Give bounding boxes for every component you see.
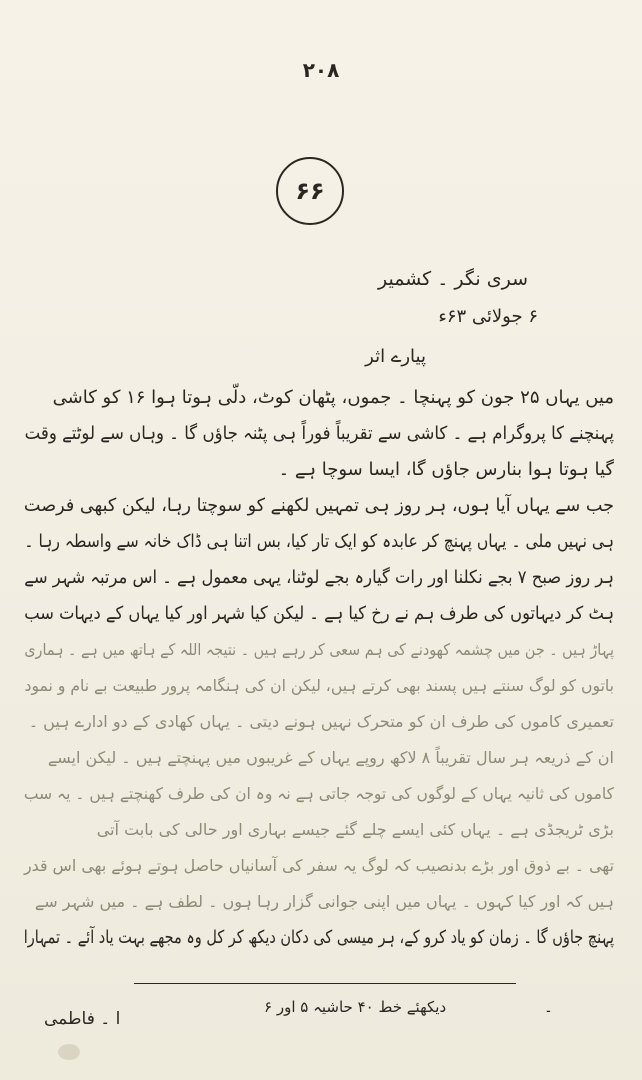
body-line: کاموں کی ثانیہ یہاں کے لوگوں کی توجہ جاتی ہے نہ وہ ان کی طرف کھنچتے ہیں ۔ یہ سب [23,784,615,803]
letter-body [24,380,614,956]
letter-date: ۶ جولائی ۶۳ء [438,306,538,327]
body-line: ہر روز صبح ۷ بجے نکلنا اور رات گیارہ بجے لوٹنا، یہی معمول ہے ۔ اس مرتبہ شہر سے [24,567,614,588]
signature: ا ۔ فاطمی [44,1009,121,1029]
body-line: پہنچ جاؤں گا ۔ زمان کو یاد کرو کے، ہر میسی کی دکان دیکھ کر کل وہ مجھے بہت یاد آئے ۔ تمہارا [23,927,614,948]
letter-number: ۶۶ [295,177,325,205]
body-line: گیا ہوتا ہوا بنارس جاؤں گا، ایسا سوچا ہے ۔ [278,459,614,480]
body-line: ہٹ کر دیہاتوں کی طرف ہم نے رخ کیا ہے ۔ لیکن کیا شہر اور کیا یہاں کے دیہات سب [24,603,615,624]
letter-number-circle [276,157,344,225]
letter-place: سری نگر ۔ کشمیر [378,268,528,290]
body-line: ان کے ذریعہ ہر سال تقریباً ۸ لاکھ روپے یہاں کے غریبوں میں پہنچتے ہیں ۔ لیکن ایسے [47,748,614,767]
letter-salutation: پیارے اثر [365,346,426,367]
footnote-mark: ۔ [544,998,553,1016]
body-line: پہاڑ ہیں ۔ جن میں چشمہ کھودنے کی ہم سعی کر رہے ہیں ۔ نتیجہ اللہ کے ہاتھ میں ہے ۔ ہماری [24,640,615,659]
body-line: تھی ۔ بے ذوق اور بڑے بدنصیب کہ لوگ یہ سفر کی آسانیاں حاصل ہوتے ہوئے بھی اس قدر [23,856,614,875]
body-line: تعمیری کاموں کی طرف ان کو متحرک نہیں ہونے دیتی ۔ یہاں کھادی کے دو ادارے ہیں ۔ [28,712,614,731]
body-line: میں یہاں ۲۵ جون کو پہنچا ۔ جموں، پٹھان کوٹ، دلّی ہوتا ہوا ۱۶ کو کاشی [52,387,614,408]
page-number: ۲۰۸ [302,58,340,82]
body-line: جب سے یہاں آیا ہوں، ہر روز ہی تمہیں لکھنے کو سوچتا رہا، لیکن کبھی فرصت [23,495,614,516]
body-line: پہنچنے کا پروگرام ہے ۔ کاشی سے تقریباً فوراً ہی پٹنہ جاؤں گا ۔ وہاں سے لوٹتے وقت [24,423,614,444]
footnote: دیکھئے خط ۴۰ حاشیہ ۵ اور ۶ [264,998,447,1016]
body-line: بڑی ٹریجڈی ہے ۔ یہاں کئی ایسے چلے گئے جیسے بہاری اور حالی کی بابت آتی [96,820,614,839]
footnote-divider [134,983,516,984]
body-line: ہی نہیں ملی ۔ یہاں پہنچ کر عابدہ کو ایک تار کیا، بس اتنا ہی ڈاک خانہ سے واسطہ رہا ۔ [24,531,614,552]
ink-smudge [58,1044,80,1060]
body-line: ہیں کہ اور کیا کہوں ۔ یہاں میں اپنی جوانی گزار رہا ہوں ۔ لطف ہے ۔ میں شہر سے [34,892,614,911]
body-line: باتوں کو لوگ سنتے ہیں پسند بھی کرتے ہیں، لیکن ان کی ہنگامہ پرور طبیعت بے نام و نمود [24,676,614,695]
